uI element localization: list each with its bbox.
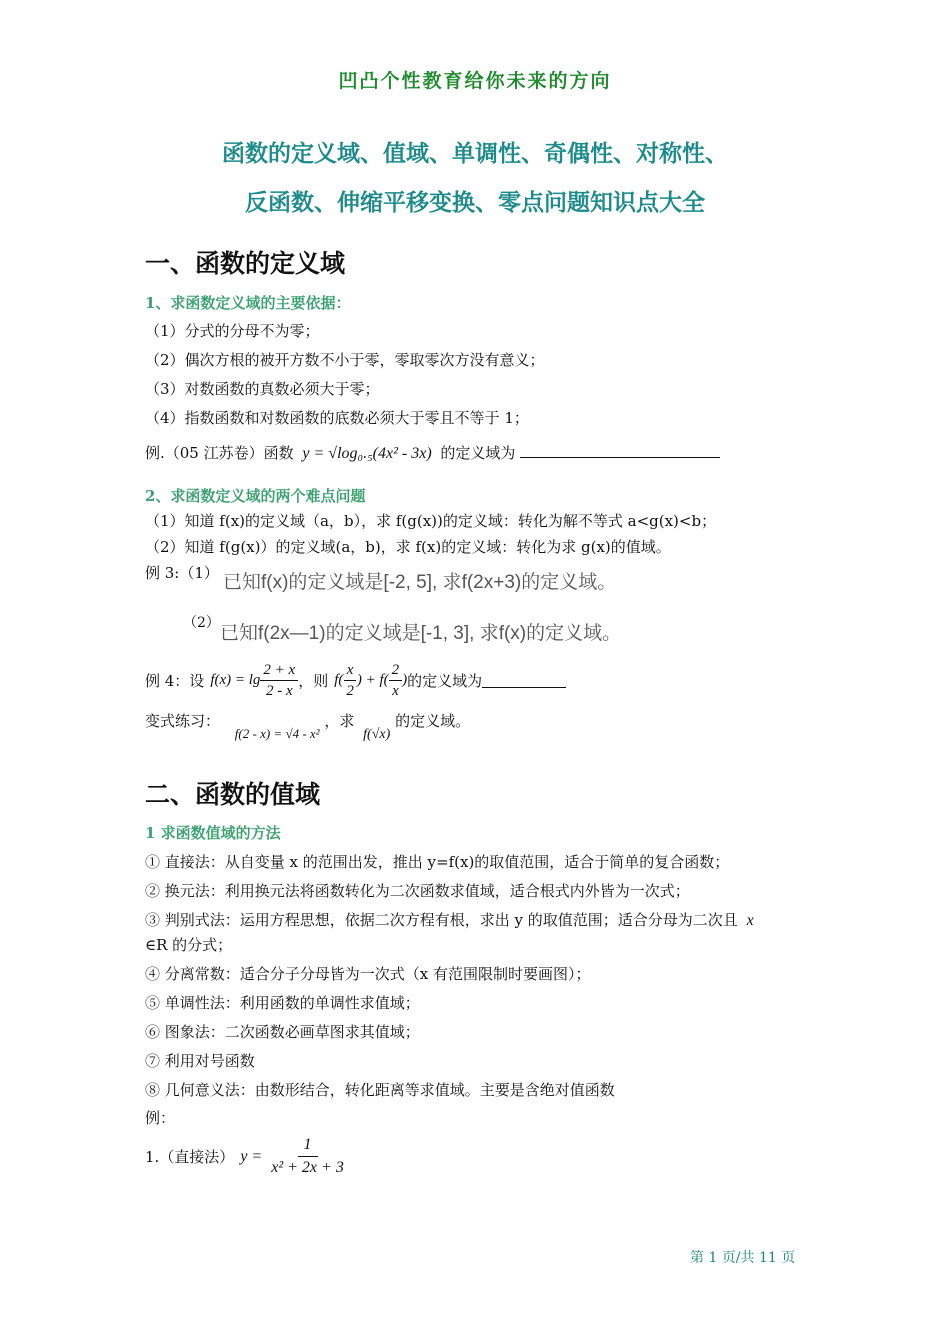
method-3-continuation: ∈R 的分式； [145,936,233,954]
fraction-numerator: 2 [389,660,403,681]
example-1-y: y = [240,1147,263,1165]
rule-item: （4）指数函数和对数函数的底数必须大于零且不等于 1； [145,409,529,427]
rule-item: （1）分式的分母不为零； [145,322,320,340]
variant-formula: f(2 - x) = √4 - x² [234,726,320,741]
example4-prefix: 例 4：设 [145,672,205,690]
example4-fx: f(x) = lg [210,672,261,688]
method-item: ② 换元法：利用换元法将函数转化为二次函数求值域，适合根式内外皆为一次式； [145,882,690,900]
example1-suffix: 的定义域为 [440,444,516,462]
example4-f1: f( [334,672,344,688]
example-label: 例： [145,1109,176,1127]
example4-fraction [260,660,298,701]
example1 [145,442,720,463]
method-3-text: ③ 判别式法：运用方程思想，依据二次方程有根，求出 y 的取值范围；适合分母为二次且 [145,911,738,929]
method-item: ⑦ 利用对号函数 [145,1052,255,1070]
example4-fraction-3 [389,660,403,701]
variant-mid: ，求 [324,712,355,730]
method-item: ① 直接法：从自变量 x 的范围出发，推出 y=f(x)的取值范围，适合于简单的复合函数； [145,853,730,871]
section1-heading: 一、函数的定义域 [145,249,346,278]
method-item: ④ 分离常数：适合分子分母皆为一次式（x 有范围限制时要画图）； [145,965,591,983]
example-1-fraction [268,1134,347,1179]
fraction-denominator: x² + 2x + 3 [271,1159,344,1176]
method-item: ⑧ 几何意义法：由数形结合，转化距离等求值域。主要是含绝对值函数 [145,1081,615,1099]
section1-sub1: 1、求函数定义域的主要依据： [145,294,351,312]
example3-part1: 已知f(x)的定义域是[-2, 5], 求f(2x+3)的定义域。 [223,572,617,593]
fraction-denominator: 2 - x [265,683,293,699]
section2-sub1: 1 求函数值域的方法 [145,824,281,842]
rule-item: （2）偶次方根的被开方数不小于零，零取零次方没有意义； [145,351,545,369]
hard-point-1: （1）知道 f(x)的定义域（a，b），求 f(g(x))的定义域：转化为解不等式 a<g(x)<b； [145,512,717,530]
page-footer: 第 1 页/共 11 页 [690,1250,796,1266]
variant-suffix: 的定义域。 [395,712,471,730]
variant-prefix: 变式练习： [145,712,221,730]
variant-exercise [145,710,471,742]
example4-then: ，则 [298,672,329,690]
answer-blank [520,457,720,458]
hard-point-2: （2）知道 f(g(x)）的定义域(a，b)，求 f(x)的定义域：转化为求 g(x)的值域。 [145,538,671,556]
example4-plus: ) + f( [356,672,389,688]
example4 [145,660,566,701]
title-line-1: 函数的定义域、值域、单调性、奇偶性、对称性、 [222,140,728,167]
example-1 [145,1134,347,1179]
method-3-x: x [746,912,754,929]
example1-prefix: 例.（05 江苏卷）函数 [145,444,294,462]
fraction-numerator: 1 [298,1134,318,1157]
section2-heading: 二、函数的值域 [145,780,321,809]
example4-fraction-2 [343,660,357,701]
example3-part2: 已知f(2x—1)的定义域是[-1, 3], 求f(x)的定义域。 [220,623,622,644]
fraction-denominator: x [392,683,399,699]
fraction-numerator: x [344,660,357,681]
method-item: ⑥ 图象法：二次函数必画草图求其值域； [145,1023,420,1041]
example4-suffix: 的定义域为 [407,672,483,690]
example3-part2-label: （2） [183,615,220,631]
method-item [145,909,754,930]
fraction-numerator: 2 + x [260,660,298,681]
example-1-label: 1.（直接法） [145,1148,235,1166]
example3-label: 例 3:（1） [145,564,219,582]
section1-sub2: 2、求函数定义域的两个难点问题 [145,487,366,505]
variant-formula-2: f(√x) [363,727,391,742]
example1-formula: y = √log₀.₅(4x² - 3x) [302,445,432,462]
answer-blank [482,673,566,688]
example4-close: ) [402,672,408,688]
banner: 凹凸个性教育给你未来的方向 [338,70,612,92]
rule-item: （3）对数函数的真数必须大于零； [145,380,380,398]
title-line-2: 反函数、伸缩平移变换、零点问题知识点大全 [245,189,705,216]
fraction-denominator: 2 [346,683,354,699]
method-item: ⑤ 单调性法：利用函数的单调性求值域； [145,994,420,1012]
